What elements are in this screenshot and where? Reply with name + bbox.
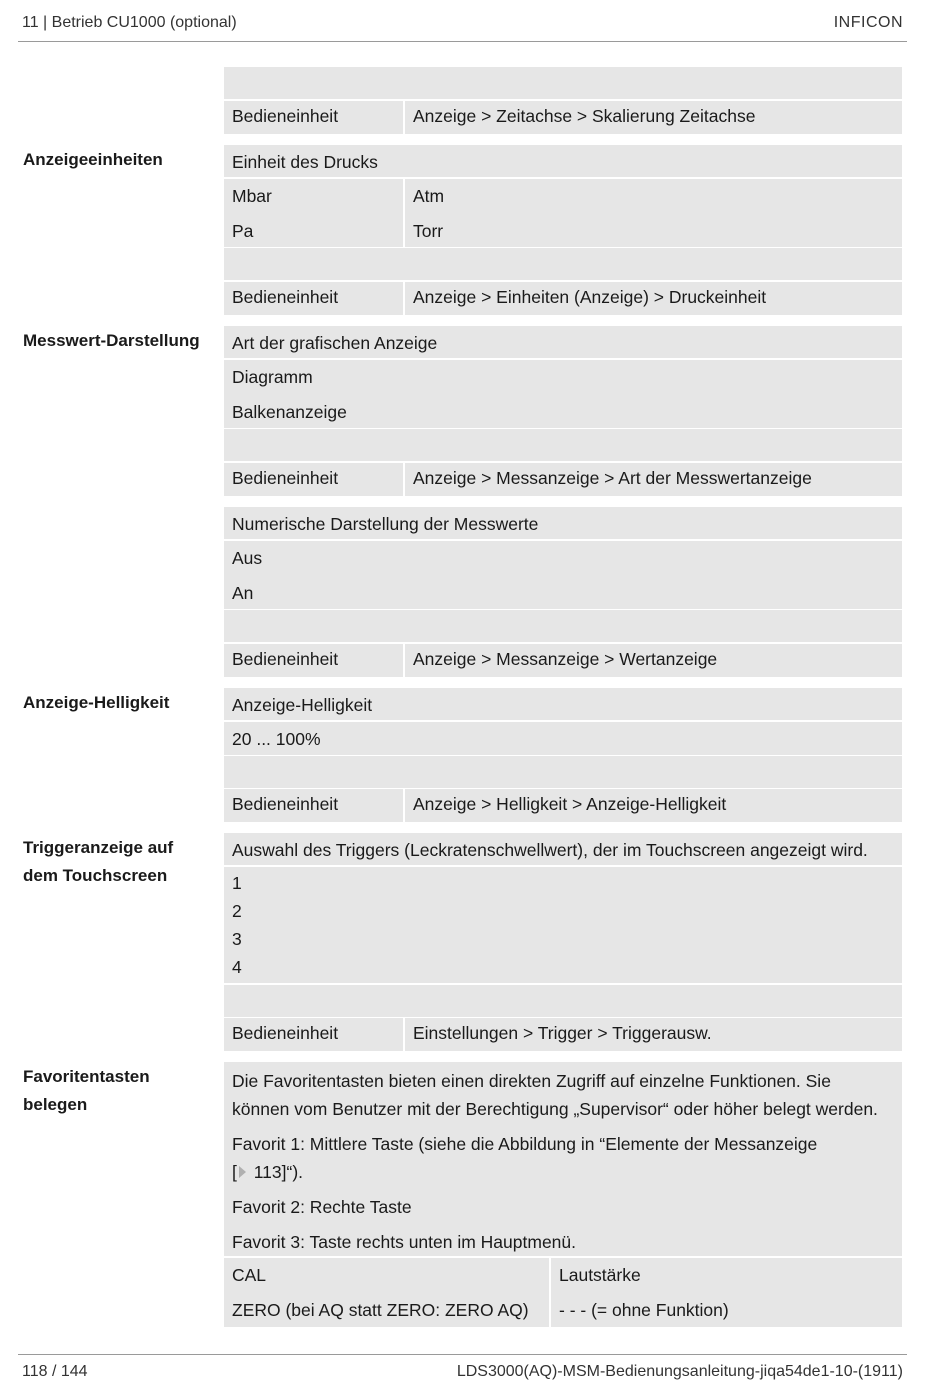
- option-value: Lautstärke: [559, 1265, 641, 1285]
- section-label-helligkeit: Anzeige-Helligkeit: [23, 693, 170, 712]
- settings-table-trigger: [224, 833, 902, 983]
- page-link-arrow-icon: [239, 1166, 246, 1178]
- label-line: Favoritentasten: [23, 1067, 150, 1086]
- option-value: 3: [232, 929, 242, 949]
- nav-path: Anzeige > Messanzeige > Wertanzeige: [413, 649, 718, 669]
- option-value: Aus: [232, 548, 263, 568]
- description-line: können vom Benutzer mit der Berechtigung „Supervisor“ oder höher belegt werden.: [232, 1099, 878, 1119]
- document-id: LDS3000(AQ)-MSM-Bedienungsanleitung-jiqa54de1-10-(1911): [456, 1363, 903, 1380]
- description-text: [232, 1130, 817, 1186]
- option-value: Balkenanzeige: [232, 402, 347, 422]
- option-value: CAL: [232, 1265, 267, 1285]
- table-heading: Art der grafischen Anzeige: [232, 333, 438, 353]
- label-line: Triggeranzeige auf: [23, 838, 174, 857]
- option-value: Torr: [413, 221, 444, 241]
- header-chapter: 11 | Betrieb CU1000 (optional): [22, 14, 237, 31]
- table-heading: Anzeige-Helligkeit: [232, 695, 373, 715]
- description-line: Die Favoritentasten bieten einen direkten Zugriff auf einzelne Funktionen. Sie: [232, 1071, 831, 1091]
- option-value: Pa: [232, 221, 254, 241]
- table-spacer: [224, 67, 902, 99]
- table-heading: Numerische Darstellung der Messwerte: [232, 514, 539, 534]
- option-value: Diagramm: [232, 367, 313, 387]
- header-brand: INFICON: [833, 14, 903, 31]
- nav-path-row: [224, 101, 902, 134]
- nav-path: Anzeige > Helligkeit > Anzeige-Helligkeit: [413, 794, 727, 814]
- option-value: 1: [232, 873, 242, 893]
- settings-table-anzeigeeinheiten: [224, 145, 902, 247]
- description-text: Favorit 2: Rechte Taste: [232, 1197, 412, 1217]
- option-value: 4: [232, 957, 242, 977]
- description-text: [232, 1067, 878, 1123]
- table-heading: Einheit des Drucks: [232, 152, 378, 172]
- table-spacer: [224, 248, 902, 280]
- table-spacer: [224, 610, 902, 642]
- nav-label: Bedieneinheit: [232, 794, 339, 814]
- option-value: 2: [232, 901, 242, 921]
- option-value: - - - (= ohne Funktion): [559, 1300, 729, 1320]
- settings-table-messwert: [224, 326, 902, 428]
- nav-label: Bedieneinheit: [232, 106, 339, 126]
- table-spacer: [224, 429, 902, 461]
- option-value: An: [232, 583, 254, 603]
- settings-table-helligkeit: [224, 688, 902, 755]
- page-number: 118 / 144: [22, 1363, 88, 1380]
- nav-path-row: [224, 1018, 902, 1051]
- section-label-messwert: Messwert-Darstellung: [23, 331, 200, 350]
- table-heading: Auswahl des Triggers (Leckratenschwellwert), der im Touchscreen angezeigt wird.: [232, 840, 868, 860]
- description-text: Favorit 3: Taste rechts unten im Hauptmenü.: [232, 1232, 577, 1252]
- option-value: Atm: [413, 186, 445, 206]
- description-line: [232, 1158, 817, 1186]
- option-value: ZERO (bei AQ statt ZERO: ZERO AQ): [232, 1300, 529, 1320]
- section-label-trigger: [23, 834, 203, 890]
- description-line: Favorit 1: Mittlere Taste (siehe die Abbildung in “Elemente der Messanzeige: [232, 1134, 818, 1154]
- label-line: belegen: [23, 1095, 88, 1114]
- table-spacer: [224, 985, 902, 1017]
- nav-path: Einstellungen > Trigger > Triggerausw.: [413, 1023, 712, 1043]
- settings-table-numerisch: [224, 507, 902, 609]
- option-value: 20 ... 100%: [232, 729, 321, 749]
- page-header: [18, 0, 907, 42]
- nav-path: Anzeige > Einheiten (Anzeige) > Druckeinheit: [413, 287, 767, 307]
- nav-label: Bedieneinheit: [232, 468, 339, 488]
- nav-path-row: [224, 463, 902, 496]
- nav-path-row: [224, 282, 902, 315]
- option-value: Mbar: [232, 186, 272, 206]
- nav-label: Bedieneinheit: [232, 649, 339, 669]
- settings-table-favoriten: [224, 1062, 902, 1327]
- nav-path: Anzeige > Messanzeige > Art der Messwertanzeige: [413, 468, 812, 488]
- nav-path-row: [224, 644, 902, 677]
- nav-label: Bedieneinheit: [232, 287, 339, 307]
- nav-path-row: [224, 789, 902, 822]
- section-label-favoriten: [23, 1063, 203, 1119]
- bracket-text: [: [232, 1162, 237, 1182]
- page-reference-link[interactable]: 113]“).: [248, 1162, 304, 1182]
- section-label-anzeigeeinheiten: Anzeigeeinheiten: [23, 150, 163, 169]
- nav-path: Anzeige > Zeitachse > Skalierung Zeitachse: [413, 106, 756, 126]
- label-line: dem Touchscreen: [23, 866, 168, 885]
- page-footer: [18, 1354, 907, 1388]
- nav-label: Bedieneinheit: [232, 1023, 339, 1043]
- table-spacer: [224, 756, 902, 788]
